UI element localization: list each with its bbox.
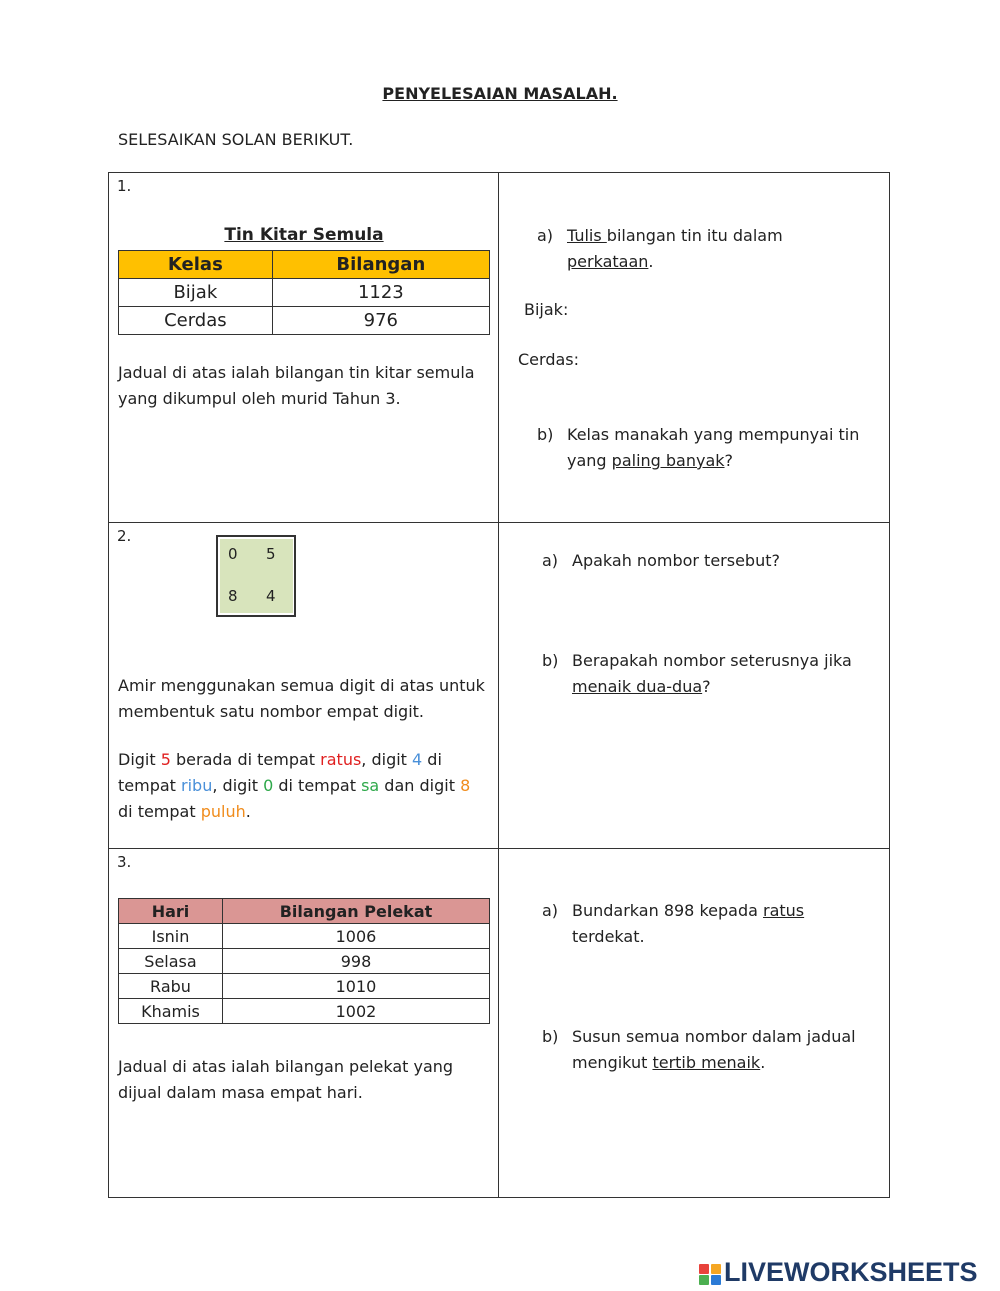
table-row [119, 279, 490, 307]
q1-header-bilangan: Bilangan [272, 251, 489, 279]
q1-cell: Cerdas [119, 307, 273, 335]
q3-cell: 1002 [222, 999, 489, 1024]
q2-description: Amir menggunakan semua digit di atas untuk membentuk satu nombor empat digit. [118, 676, 485, 721]
digit: 8 [228, 587, 238, 605]
digit-card [216, 535, 296, 617]
table-row [119, 307, 490, 335]
q1-question-a: a) Tulis bilangan tin itu dalam perkataan. [537, 226, 783, 271]
q2-question-a: a) Apakah nombor tersebut? [542, 551, 780, 570]
q3-description: Jadual di atas ialah bilangan pelekat yang dijual dalam masa empat hari. [118, 1057, 454, 1102]
q3-cell: 1006 [222, 924, 489, 949]
table-row [119, 999, 490, 1024]
table-row [119, 974, 490, 999]
q1-cell: 1123 [272, 279, 489, 307]
q2-question-b: b) Berapakah nombor seterusnya jika menaik dua-dua? [542, 651, 852, 696]
q3-number: 3. [117, 853, 132, 871]
q1-cell: Bijak [119, 279, 273, 307]
instruction: SELESAIKAN SOLAN BERIKUT. [118, 130, 354, 149]
q3-cell: Selasa [119, 949, 223, 974]
q3-cell: Isnin [119, 924, 223, 949]
logo-blocks-icon [698, 1262, 722, 1286]
table-row [119, 924, 490, 949]
q1-cerdas-label: Cerdas: [518, 350, 579, 369]
q1-description: Jadual di atas ialah bilangan tin kitar semula yang dikumpul oleh murid Tahun 3. [118, 363, 475, 408]
q1-cell: 976 [272, 307, 489, 335]
q1-table [118, 250, 490, 335]
row-divider-2 [108, 848, 890, 849]
digit: 4 [266, 587, 276, 605]
q3-cell: 1010 [222, 974, 489, 999]
q3-header-hari: Hari [119, 899, 223, 924]
row-divider-1 [108, 522, 890, 523]
q1-bijak-label: Bijak: [524, 300, 569, 319]
page-title: PENYELESAIAN MASALAH. [382, 84, 618, 103]
q3-header-bilangan: Bilangan Pelekat [222, 899, 489, 924]
digit: 5 [266, 545, 276, 563]
q3-cell: 998 [222, 949, 489, 974]
q1-question-b: b) Kelas manakah yang mempunyai tin yang paling banyak? [537, 425, 860, 470]
logo-text: LIVEWORKSHEETS [724, 1257, 978, 1287]
q3-cell: Khamis [119, 999, 223, 1024]
q3-question-a: a) Bundarkan 898 kepada ratus terdekat. [542, 901, 805, 946]
digit: 0 [228, 545, 238, 563]
q1-number: 1. [117, 177, 132, 195]
q1-header-kelas: Kelas [119, 251, 273, 279]
q3-question-b: b) Susun semua nombor dalam jadual mengikut tertib menaik. [542, 1027, 856, 1072]
q1-table-title: Tin Kitar Semula [224, 225, 384, 245]
q2-clue: Digit 5 berada di tempat ratus, digit 4 di tempat ribu, digit 0 di tempat sa dan digit 8 di tempat puluh. [118, 750, 471, 821]
liveworksheets-logo [698, 1257, 978, 1288]
q3-table [118, 898, 490, 1024]
q3-cell: Rabu [119, 974, 223, 999]
q2-number: 2. [117, 527, 132, 545]
column-divider [498, 172, 499, 1198]
table-row [119, 949, 490, 974]
